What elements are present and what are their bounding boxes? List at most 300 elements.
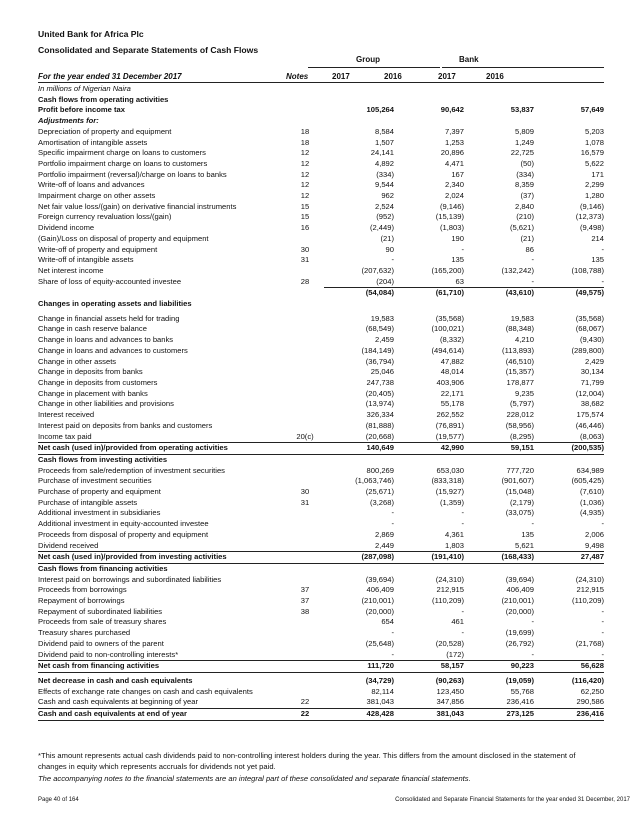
bank-2017-value: 5,621	[514, 540, 534, 550]
table-row	[38, 676, 604, 687]
group-2016-value: (9,146)	[439, 201, 464, 211]
group-2016-value: (172)	[446, 649, 464, 659]
bank-2016-value	[534, 299, 604, 310]
row-note: 37	[300, 596, 310, 606]
row-note: 16	[300, 223, 310, 233]
table-row	[38, 399, 604, 410]
table-row	[38, 212, 604, 223]
table-row	[38, 84, 604, 95]
bank-2017-value	[464, 454, 534, 465]
bank-2016-value: (200,535)	[534, 443, 604, 455]
group-2016-value: 63	[455, 276, 464, 286]
bank-2016-value: (68,067)	[575, 324, 604, 334]
row-note: 37	[300, 585, 310, 595]
group-2017-value: 247,738	[366, 377, 394, 387]
row-label: Dividend received	[38, 540, 99, 550]
bank-2016-value: 2,299	[584, 180, 604, 190]
bank-2016-value: (8,063)	[579, 431, 604, 441]
group-2017-value: 9,544	[374, 180, 394, 190]
table-row	[38, 255, 604, 266]
row-note	[286, 116, 324, 127]
row-label: Impairment charge on other assets	[38, 191, 156, 201]
bank-2016-value: 212,915	[576, 585, 604, 595]
bank-2016-value: (605,425)	[571, 476, 604, 486]
row-note	[286, 476, 324, 487]
row-note	[286, 399, 324, 410]
table-row	[38, 277, 604, 288]
group-2016-value: 262,552	[436, 410, 464, 420]
table-row	[38, 661, 604, 673]
row-label: Portfolio impairment (reversal)/charge on loans to banks	[38, 169, 227, 179]
table-row	[38, 410, 604, 421]
bank-2017-value: 236,416	[506, 697, 534, 707]
group-2016-value	[394, 454, 464, 465]
bank-2017-value: (2,179)	[509, 497, 534, 507]
row-note	[286, 299, 324, 310]
table-row	[38, 202, 604, 213]
group-2017-value: (34,729)	[365, 675, 394, 685]
row-note: 12	[300, 169, 310, 179]
row-label: Net fair value loss/(gain) on derivative financial instruments	[38, 201, 237, 211]
row-label: Additional investment in subsidiaries	[38, 508, 161, 518]
bank-2017-value: (33,075)	[505, 508, 534, 518]
group-2017-value: 2,449	[374, 540, 394, 550]
row-label: Repayment of borrowings	[38, 596, 125, 606]
row-note	[286, 541, 324, 552]
bank-2017-value: (26,792)	[505, 638, 534, 648]
row-note: 18	[300, 126, 310, 136]
table-row	[38, 191, 604, 202]
table-row	[38, 563, 604, 574]
bank-2016-value: 5,203	[584, 126, 604, 136]
bank-2017-value: 406,409	[506, 585, 534, 595]
row-note	[286, 389, 324, 400]
group-2016-value: -	[461, 508, 464, 518]
bank-2017-value: (58,956)	[505, 420, 534, 430]
table-row	[38, 335, 604, 346]
group-2016-value: 403,906	[436, 377, 464, 387]
group-2016-value: 167	[451, 169, 464, 179]
row-label: Net decrease in cash and cash equivalents	[38, 675, 193, 685]
table-row	[38, 245, 604, 256]
bank-2017-value: (168,433)	[464, 552, 534, 564]
bank-2017-value	[464, 299, 534, 310]
table-row	[38, 288, 604, 299]
bank-2017-value: 90,223	[464, 661, 534, 673]
table-row	[38, 466, 604, 477]
group-2016-value: (61,710)	[394, 288, 464, 299]
group-2016-value: (191,410)	[394, 552, 464, 564]
bank-2017-value: (8,295)	[509, 431, 534, 441]
group-heading: Group	[356, 55, 380, 64]
table-row	[38, 617, 604, 628]
row-label: Treasury shares purchased	[38, 628, 131, 638]
group-2017-value: 406,409	[366, 585, 394, 595]
row-label: Dividend income	[38, 223, 95, 233]
row-note	[286, 443, 324, 455]
row-label: In millions of Nigerian Naira	[38, 84, 131, 93]
row-note: 12	[300, 158, 310, 168]
group-2016-value: 58,157	[394, 661, 464, 673]
bank-2016-value: 1,078	[584, 137, 604, 147]
group-2016-value: 90,642	[440, 105, 464, 115]
bank-2017-value: 273,125	[464, 709, 534, 721]
group-2016-value: 47,882	[440, 356, 464, 366]
row-label: Changes in operating assets and liabilities	[38, 299, 192, 309]
group-2017-value: (25,671)	[365, 487, 394, 497]
table-row	[38, 596, 604, 607]
table-row	[38, 180, 604, 191]
table-row	[38, 357, 604, 368]
group-2017-value: 90	[385, 244, 394, 254]
bank-2016-value: (1,036)	[579, 497, 604, 507]
row-note	[286, 676, 324, 687]
row-note: 12	[300, 148, 310, 158]
table-row	[38, 159, 604, 170]
row-label: Additional investment in equity-accounted investee	[38, 519, 209, 529]
year-heading-group-2016: 2016	[384, 72, 402, 81]
bank-2017-value: 178,877	[506, 377, 534, 387]
row-label: Write-off of loans and advances	[38, 180, 145, 190]
bank-2016-value: 5,622	[584, 158, 604, 168]
statement-title: Consolidated and Separate Statements of Cash Flows	[38, 45, 259, 55]
row-label: Dividend paid to non-controlling interests*	[38, 649, 179, 659]
row-note: 20(c)	[296, 431, 314, 441]
bank-2016-value: -	[601, 276, 604, 286]
row-note	[286, 530, 324, 541]
row-label: Proceeds from borrowings	[38, 585, 127, 595]
table-row	[38, 709, 604, 721]
bank-2017-value: (88,348)	[505, 324, 534, 334]
group-2017-value: (36,794)	[365, 356, 394, 366]
group-2016-value	[394, 116, 464, 127]
row-label: Cash and cash equivalents at end of year	[38, 709, 286, 721]
row-label: Change in loans and advances to banks	[38, 335, 174, 345]
bank-2016-value	[534, 84, 604, 95]
bank-2017-value: 86	[525, 244, 534, 254]
row-label: Cash and cash equivalents at beginning of year	[38, 697, 198, 707]
group-2017-value: -	[391, 255, 394, 265]
bank-2017-value: 53,837	[510, 105, 534, 115]
group-2016-value: 20,896	[440, 148, 464, 158]
bank-2017-value: (210)	[516, 212, 534, 222]
group-2016-value: 653,030	[436, 465, 464, 475]
bank-2017-value: (39,694)	[505, 574, 534, 584]
group-2016-value: -	[461, 244, 464, 254]
row-note	[286, 266, 324, 277]
group-2016-value: 381,043	[394, 709, 464, 721]
table-row	[38, 607, 604, 618]
bank-2017-value: 2,840	[514, 201, 534, 211]
row-note	[286, 466, 324, 477]
row-note: 30	[300, 487, 310, 497]
group-2017-value: 4,892	[374, 158, 394, 168]
bank-2017-value: 19,583	[510, 313, 534, 323]
group-2017-value: 962	[381, 191, 394, 201]
row-note	[286, 367, 324, 378]
group-2017-value: (13,974)	[365, 399, 394, 409]
row-note	[286, 628, 324, 639]
table-row	[38, 432, 604, 443]
row-note	[286, 650, 324, 661]
bank-2016-value: 56,628	[534, 661, 604, 673]
group-2016-value: (76,891)	[435, 420, 464, 430]
row-label: Change in deposits from banks	[38, 367, 143, 377]
bank-2016-value: (110,209)	[572, 596, 604, 606]
bank-2017-value: (113,893)	[502, 345, 534, 355]
bank-2016-value: (289,800)	[571, 345, 604, 355]
table-row	[38, 697, 604, 708]
bank-2017-value	[464, 563, 534, 574]
table-row	[38, 476, 604, 487]
table-row	[38, 138, 604, 149]
table-row	[38, 234, 604, 245]
group-2017-value: 105,264	[366, 105, 394, 115]
row-label: Profit before income tax	[38, 105, 125, 115]
row-label: (Gain)/Loss on disposal of property and equipment	[38, 233, 209, 243]
group-2017-value: 2,459	[374, 335, 394, 345]
table-row	[38, 148, 604, 159]
row-note: 31	[300, 497, 310, 507]
row-label: Net cash (used in)/provided from operating activities	[38, 443, 286, 455]
group-2017-value: (39,694)	[365, 574, 394, 584]
group-2017-value: 19,583	[370, 313, 394, 323]
group-2016-value: (165,200)	[431, 265, 464, 275]
bank-2016-value: 214	[591, 233, 604, 243]
bank-2017-value: 1,249	[514, 137, 534, 147]
table-row	[38, 127, 604, 138]
bank-2017-value: 59,151	[464, 443, 534, 455]
group-2016-value: (100,021)	[431, 324, 464, 334]
bank-2016-value: -	[601, 617, 604, 627]
group-2017-value: (21)	[380, 233, 394, 243]
bank-2016-value	[534, 454, 604, 465]
bank-2017-value: 135	[521, 529, 534, 539]
row-note	[286, 84, 324, 95]
group-2016-value: 2,340	[444, 180, 464, 190]
table-row	[38, 508, 604, 519]
table-row	[38, 530, 604, 541]
row-label	[38, 288, 286, 299]
table-row	[38, 266, 604, 277]
group-2017-value	[324, 116, 394, 127]
table-row	[38, 95, 604, 106]
row-label: Write-off of intangible assets	[38, 255, 134, 265]
row-note	[286, 575, 324, 586]
bank-2016-value: (12,004)	[575, 388, 604, 398]
group-2016-value: (35,568)	[435, 313, 464, 323]
group-2017-value: (54,084)	[324, 288, 394, 299]
row-label: Net interest income	[38, 265, 104, 275]
group-2016-value: 347,856	[436, 697, 464, 707]
group-2016-value: 4,361	[444, 529, 464, 539]
row-label: Net cash (used in)/provided from investing activities	[38, 552, 286, 564]
row-label: Specific impairment charge on loans to customers	[38, 148, 206, 158]
period-heading: For the year ended 31 December 2017	[38, 72, 182, 81]
row-note: 15	[300, 201, 310, 211]
row-note	[286, 552, 324, 564]
group-2016-value: 2,024	[444, 191, 464, 201]
bank-2016-value: (4,935)	[579, 508, 604, 518]
page-number: Page 40 of 164	[38, 797, 79, 803]
row-label: Portfolio impairment charge on loans to customers	[38, 158, 208, 168]
group-2016-value: 461	[451, 617, 464, 627]
table-row	[38, 421, 604, 432]
bank-2016-value: (116,420)	[571, 675, 604, 685]
row-label: Purchase of investment securities	[38, 476, 152, 486]
bank-2017-value: 22,725	[510, 148, 534, 158]
table-row	[38, 443, 604, 455]
bank-2017-value: 9,235	[514, 388, 534, 398]
row-label: Purchase of property and equipment	[38, 487, 161, 497]
bank-2017-value: (132,242)	[501, 265, 534, 275]
bank-2016-value: (35,568)	[575, 313, 604, 323]
row-label: Proceeds from sale of treasury shares	[38, 617, 167, 627]
page-footer-title: Consolidated and Separate Financial Statements for the year ended 31 December, 2017	[395, 797, 630, 803]
bank-2016-value: 1,280	[584, 191, 604, 201]
group-2017-value	[324, 454, 394, 465]
bank-2017-value: (46,510)	[505, 356, 534, 366]
table-row	[38, 585, 604, 596]
bank-2017-value: (19,059)	[505, 675, 534, 685]
row-note: 22	[300, 697, 310, 707]
bank-2017-value	[464, 116, 534, 127]
row-label: Change in other assets	[38, 356, 117, 366]
bank-2016-value: 135	[591, 255, 604, 265]
row-note: 12	[300, 180, 310, 190]
header-rule	[38, 82, 604, 83]
group-2017-value: (3,268)	[369, 497, 394, 507]
row-note	[286, 357, 324, 368]
bank-2016-value: 38,682	[580, 399, 604, 409]
group-2017-value: 8,584	[374, 126, 394, 136]
row-label: Interest paid on borrowings and subordinated liabilities	[38, 574, 222, 584]
row-label: Dividend paid to owners of the parent	[38, 638, 164, 648]
group-2016-value: -	[461, 606, 464, 616]
row-label: Share of loss of equity-accounted investee	[38, 276, 182, 286]
bank-2016-value: (46,446)	[575, 420, 604, 430]
table-row	[38, 575, 604, 586]
bank-2016-value: (9,430)	[579, 335, 604, 345]
row-note	[286, 346, 324, 357]
table-row	[38, 552, 604, 564]
group-2017-value: (81,888)	[365, 420, 394, 430]
group-2016-value: 55,178	[440, 399, 464, 409]
footnote-notes: The accompanying notes to the financial statements are an integral part of these consolidated and separate financial statements.	[38, 774, 471, 783]
bank-2017-value: (901,607)	[501, 476, 534, 486]
row-label: Effects of exchange rate changes on cash and cash equivalents	[38, 686, 253, 696]
table-row	[38, 378, 604, 389]
group-2017-value: 428,428	[324, 709, 394, 721]
row-note	[286, 95, 324, 106]
table-row	[38, 639, 604, 650]
group-2017-value: 800,269	[366, 465, 394, 475]
row-note	[286, 563, 324, 574]
bank-2016-value: 175,574	[576, 410, 604, 420]
group-2017-value: (952)	[376, 212, 394, 222]
row-note	[286, 335, 324, 346]
group-underline	[308, 67, 440, 68]
row-label: Amortisation of intangible assets	[38, 137, 148, 147]
bank-heading: Bank	[459, 55, 479, 64]
row-note: 31	[300, 255, 310, 265]
row-label: Cash flows from operating activities	[38, 94, 169, 104]
table-row	[38, 389, 604, 400]
group-2016-value: 1,803	[444, 540, 464, 550]
row-label: Write-off of property and equipment	[38, 244, 158, 254]
year-heading-bank-2017: 2017	[438, 72, 456, 81]
row-label: Proceeds from disposal of property and equipment	[38, 529, 209, 539]
group-2016-value: 135	[451, 255, 464, 265]
bank-2017-value: (210,001)	[501, 596, 534, 606]
bank-2016-value: 9,498	[584, 540, 604, 550]
bank-2016-value	[534, 95, 604, 106]
group-2016-value: 48,014	[440, 367, 464, 377]
group-2016-value: (494,614)	[431, 345, 464, 355]
group-2016-value: -	[461, 519, 464, 529]
group-2017-value: (204)	[376, 276, 394, 286]
bank-2016-value: 30,134	[580, 367, 604, 377]
group-2017-value: 381,043	[366, 697, 394, 707]
row-label: Net cash from financing activities	[38, 661, 286, 673]
group-2016-value	[394, 84, 464, 95]
row-note	[286, 234, 324, 245]
row-label: Income tax paid	[38, 431, 92, 441]
group-2016-value	[394, 563, 464, 574]
bank-2017-value: (20,000)	[505, 606, 534, 616]
bank-2016-value: 16,579	[580, 148, 604, 158]
group-2016-value: -	[461, 628, 464, 638]
bank-2016-value: -	[601, 519, 604, 529]
group-2017-value: (2,449)	[369, 223, 394, 233]
bank-2016-value: -	[601, 606, 604, 616]
row-label: Change in cash reserve balance	[38, 324, 147, 334]
group-2016-value: 42,990	[394, 443, 464, 455]
row-note	[286, 617, 324, 628]
group-2017-value: 24,141	[370, 148, 394, 158]
group-2016-value: 7,397	[444, 126, 464, 136]
bank-2016-value: 236,416	[534, 709, 604, 721]
bank-2016-value: 2,429	[584, 356, 604, 366]
group-2016-value: 123,450	[436, 686, 464, 696]
group-2016-value	[394, 95, 464, 106]
bank-2016-value	[534, 116, 604, 127]
bank-2017-value: 4,210	[514, 335, 534, 345]
group-2016-value: (19,577)	[435, 431, 464, 441]
bank-2017-value: (21)	[520, 233, 534, 243]
row-label: Foreign currency revaluation loss/(gain)	[38, 212, 172, 222]
group-2016-value: (110,209)	[432, 596, 464, 606]
bank-2017-value: 777,720	[506, 465, 534, 475]
table-row	[38, 223, 604, 234]
table-row	[38, 519, 604, 530]
row-note	[286, 105, 324, 116]
bank-2017-value: -	[531, 276, 534, 286]
table-row	[38, 324, 604, 335]
bank-2017-value: -	[531, 519, 534, 529]
notes-heading: Notes	[286, 72, 309, 81]
group-2016-value: 4,471	[444, 158, 464, 168]
group-2017-value: (20,405)	[365, 388, 394, 398]
row-label: Change in loans and advances to customers	[38, 345, 188, 355]
footnote-dividends: *This amount represents actual cash dividends paid to non-controlling interest holders during the year. This differs from the amount disclosed in the statement of changes in equity which represents accruals for dividends not yet paid.	[38, 751, 576, 771]
group-2016-value: (15,927)	[435, 487, 464, 497]
row-note	[286, 687, 324, 698]
group-2016-value: 22,171	[440, 388, 464, 398]
row-label: Depreciation of property and equipment	[38, 126, 172, 136]
group-2017-value	[324, 84, 394, 95]
cash-flow-table	[38, 84, 604, 721]
